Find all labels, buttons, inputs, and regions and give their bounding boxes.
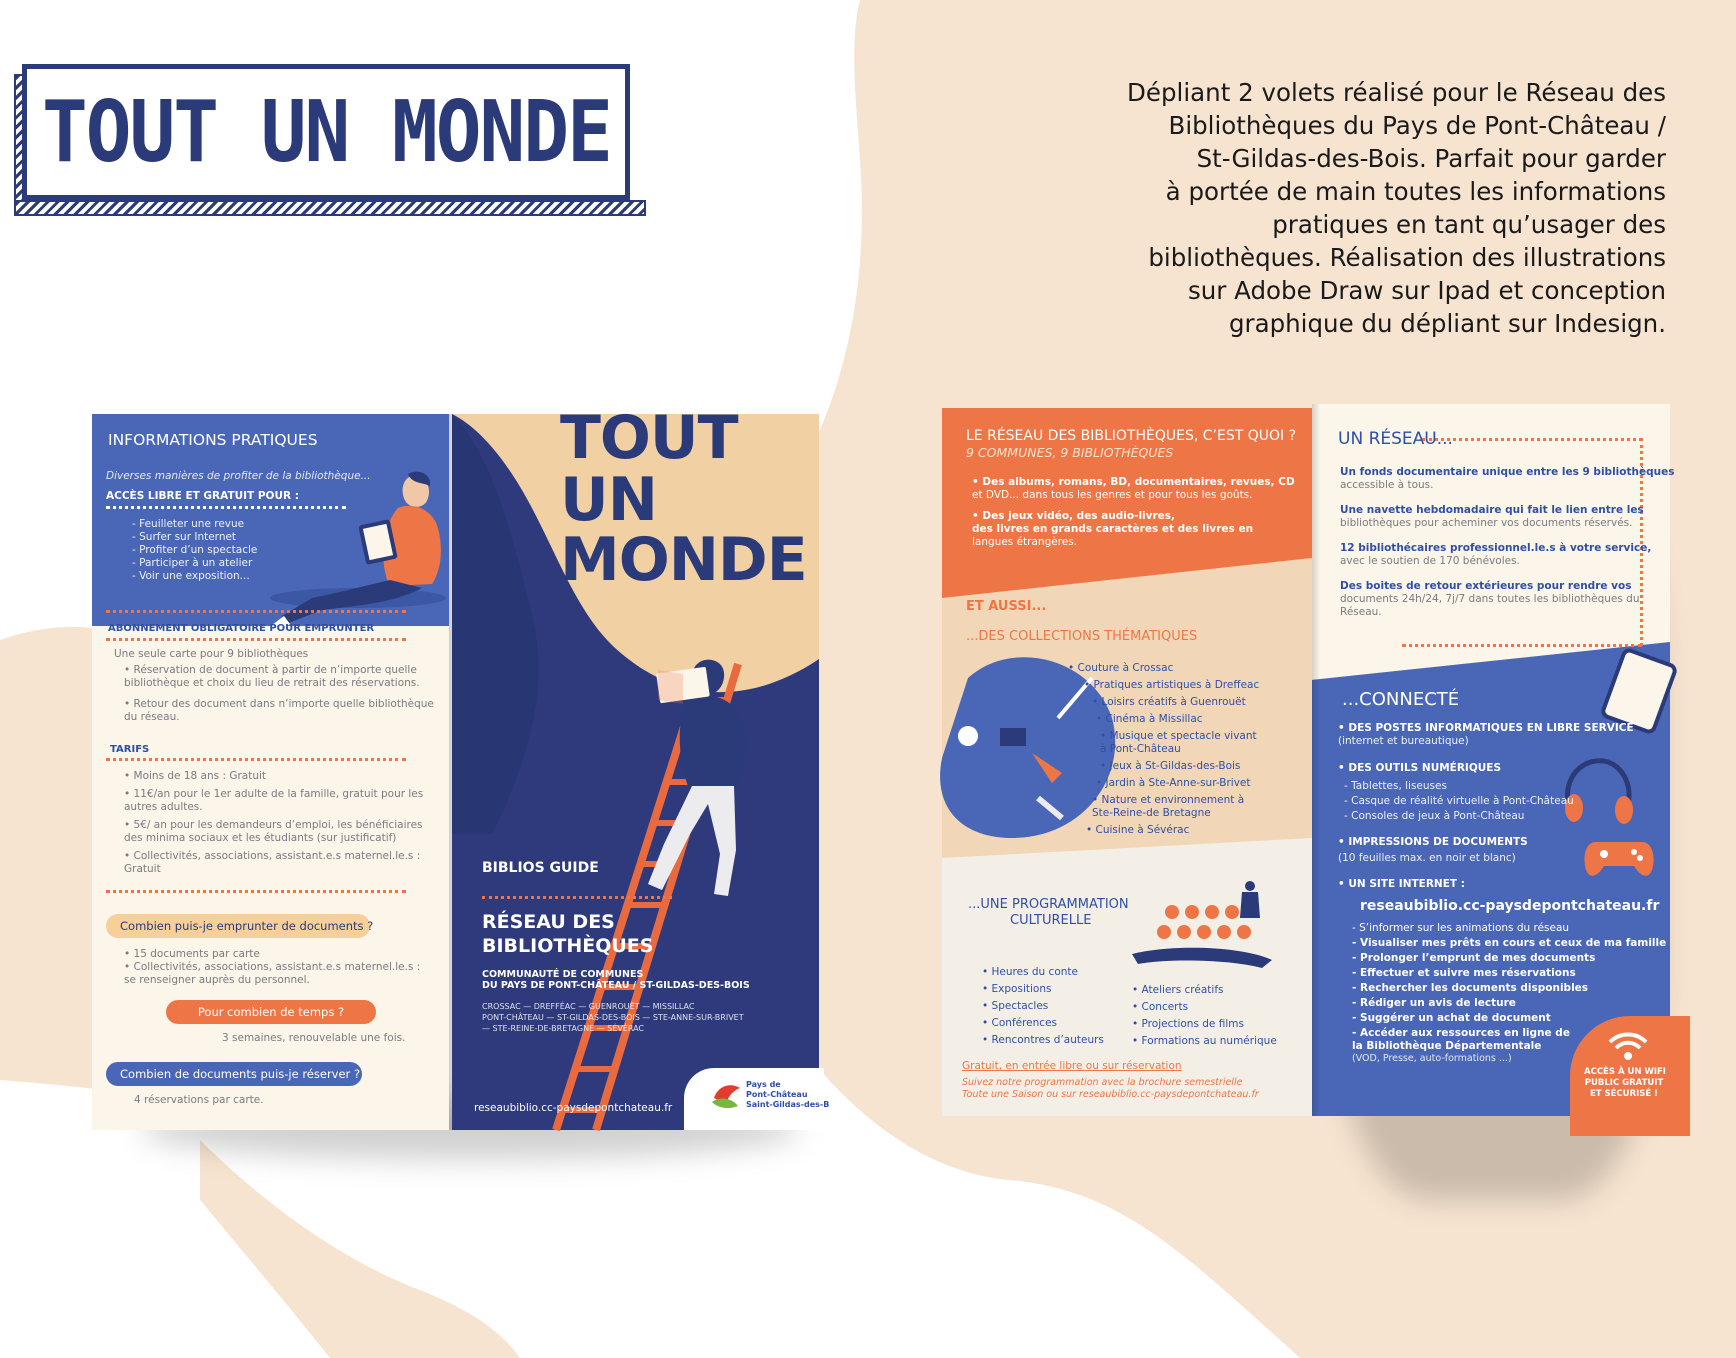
reseau-line: accessible à tous. xyxy=(1340,479,1434,491)
cover-title-line: MONDE xyxy=(560,525,807,595)
site-item: - Effectuer et suivre mes réservations xyxy=(1352,967,1576,979)
right-left-panel xyxy=(942,408,1312,1116)
info-heading: INFORMATIONS PRATIQUES xyxy=(108,431,318,449)
reseau-quoi-line: des livres en grands caractères et des livres en xyxy=(972,523,1254,535)
faq-question-pill: Combien de documents puis-je réserver ? xyxy=(106,1062,362,1086)
connecte-line: (10 feuilles max. en noir et blanc) xyxy=(1338,852,1516,864)
reseau-quoi-line: • Des jeux vidéo, des audio-livres, xyxy=(972,510,1176,522)
faq-question-pill: Pour combien de temps ? xyxy=(166,1000,376,1024)
logo-line: Pont-Château xyxy=(746,1090,808,1099)
abonnement-line: • Retour des document dans n’importe quelle bibliothèque xyxy=(124,698,434,710)
tarif-line: des minima sociaux et les étudiants (sur justificatif) xyxy=(124,832,397,844)
collection-item: • Jardin à Ste-Anne-sur-Brivet xyxy=(1096,777,1251,789)
collection-item: Ste-Reine-de Bretagne xyxy=(1092,807,1211,819)
logo-line: Saint-Gildas-des-B xyxy=(746,1100,830,1109)
divider xyxy=(106,610,406,613)
divider xyxy=(482,896,672,899)
reseau-quoi-subtitle: 9 COMMUNES, 9 BIBLIOTHÈQUES xyxy=(966,445,1174,460)
programmation-item: • Concerts xyxy=(1132,1001,1189,1013)
programmation-title-line: CULTURELLE xyxy=(1010,913,1092,928)
collection-item: • Loisirs créatifs à Guenrouët xyxy=(1092,696,1246,708)
cover-communes-line: — STE-REINE-DE-BRETAGNE — SÉVÉRAC xyxy=(482,1024,644,1033)
project-description xyxy=(1000,76,1666,340)
wifi-line: ACCÈS À UN WIFI xyxy=(1584,1067,1666,1077)
divider xyxy=(106,638,406,641)
cover-communes-line: CROSSAC — DREFFÉAC — GUENROUËT — MISSILLAC xyxy=(482,1002,695,1011)
acces-item: - Participer à un atelier xyxy=(132,557,253,569)
reseau-quoi-line: • Des albums, romans, BD, documentaires, revues, CD xyxy=(972,476,1295,488)
acces-item: - Feuilleter une revue xyxy=(132,518,245,530)
programmation-item: • Expositions xyxy=(982,983,1052,995)
left-cover-panel xyxy=(452,403,830,1130)
cover-communaute-line: COMMUNAUTÉ DE COMMUNES xyxy=(482,969,644,980)
description-line: bibliothèques. Réalisation des illustrations xyxy=(1148,243,1666,272)
connecte-line: • DES OUTILS NUMÉRIQUES xyxy=(1338,762,1502,774)
divider xyxy=(106,506,346,509)
connecte-site: reseaubiblio.cc-paysdepontchateau.fr xyxy=(1360,898,1660,914)
site-item: - Visualiser mes prêts en cours et ceux de ma famille xyxy=(1352,937,1667,949)
reseau-line: Des boites de retour extérieures pour rendre vos xyxy=(1340,580,1632,592)
programmation-item: • Projections de films xyxy=(1132,1018,1244,1030)
divider xyxy=(1422,438,1642,441)
connecte-line: • IMPRESSIONS DE DOCUMENTS xyxy=(1338,836,1528,848)
acces-item: - Profiter d’un spectacle xyxy=(132,544,258,556)
site-item: - S’informer sur les animations du réseau xyxy=(1352,922,1570,934)
description-line: Dépliant 2 volets réalisé pour le Réseau des xyxy=(1127,78,1666,107)
divider xyxy=(1402,644,1642,647)
tarif-line: • 11€/an pour le 1er adulte de la famille, gratuit pour les xyxy=(124,788,424,800)
reseau-line: documents 24h/24, 7j/7 dans toutes les bibliothèques du xyxy=(1340,593,1640,605)
programmation-item: • Formations au numérique xyxy=(1132,1035,1277,1047)
description-line: Bibliothèques du Pays de Pont-Château / xyxy=(1168,111,1666,140)
description-line: à portée de main toutes les informations xyxy=(1165,177,1666,206)
reseau-line: Une navette hebdomadaire qui fait le lien entre les xyxy=(1340,504,1644,516)
cover-title-line: UN xyxy=(560,465,657,535)
acces-title: ACCÈS LIBRE ET GRATUIT POUR : xyxy=(106,490,299,502)
acces-item: - Voir une exposition... xyxy=(132,570,250,582)
description-line: pratiques en tant qu’usager des xyxy=(1272,210,1666,239)
collection-item: • Pratiques artistiques à Dreffeac xyxy=(1084,679,1260,691)
title-box-shadow-bottom xyxy=(14,200,646,216)
info-intro: Diverses manières de profiter de la bibliothèque... xyxy=(106,470,371,482)
collection-item: • Cuisine à Sévérac xyxy=(1086,824,1190,836)
tarif-line: autres adultes. xyxy=(124,801,203,813)
connecte-line: - Tablettes, liseuses xyxy=(1344,780,1447,792)
connecte-line: • UN SITE INTERNET : xyxy=(1338,878,1465,890)
collection-item: • Nature et environnement à xyxy=(1092,794,1245,806)
collections-subtitle: ...DES COLLECTIONS THÉMATIQUES xyxy=(966,629,1198,644)
programmation-item: • Rencontres d’auteurs xyxy=(982,1034,1104,1046)
title-box xyxy=(14,64,648,216)
site-item: - Suggérer un achat de document xyxy=(1352,1012,1551,1024)
site-item: - Prolonger l’emprunt de mes documents xyxy=(1352,952,1596,964)
reseau-line: Réseau. xyxy=(1340,606,1382,618)
collections-title: ET AUSSI... xyxy=(966,599,1047,614)
divider xyxy=(106,758,406,761)
tarifs-title: TARIFS xyxy=(110,744,150,755)
programmation-suivez: Suivez notre programmation avec la brochure semestrielle xyxy=(962,1077,1243,1088)
headphones-icon xyxy=(1558,752,1640,832)
collection-item: • Couture à Crossac xyxy=(1068,662,1174,674)
collection-item: à Pont-Château xyxy=(1100,743,1181,755)
connecte-title: ...CONNECTÉ xyxy=(1342,689,1460,710)
site-item: - Rechercher les documents disponibles xyxy=(1352,982,1589,994)
description-line: St-Gildas-des-Bois. Parfait pour garder xyxy=(1196,144,1666,173)
right-right-panel xyxy=(1312,404,1675,1116)
cover-title-line: TOUT xyxy=(560,403,738,473)
site-item: - Accéder aux ressources en ligne de xyxy=(1352,1027,1570,1039)
description-line: sur Adobe Draw sur Ipad et conception xyxy=(1188,276,1666,305)
programmation-title-line: ...UNE PROGRAMMATION xyxy=(968,897,1129,912)
faq-answer: • 15 documents par carte xyxy=(124,948,260,960)
cover-reseau-line: RÉSEAU DES xyxy=(482,911,615,933)
tablet-icon xyxy=(1602,650,1674,730)
faq-answer: • Collectivités, associations, assistant.e.s maternel.le.s : xyxy=(124,961,421,973)
logo-line: Pays de xyxy=(746,1080,781,1089)
collection-item: • Cinéma à Missillac xyxy=(1096,713,1203,725)
acces-item: - Surfer sur Internet xyxy=(132,531,237,543)
left-inside-panel xyxy=(92,414,449,1130)
programmation-item: • Spectacles xyxy=(982,1000,1049,1012)
reseau-quoi-line: langues étrangères. xyxy=(972,536,1078,548)
reseau-quoi-title: LE RÉSEAU DES BIBLIOTHÈQUES, C’EST QUOI ? xyxy=(966,428,1297,444)
tarif-line: Gratuit xyxy=(124,863,161,875)
description-line: graphique du dépliant sur Indesign. xyxy=(1228,309,1666,338)
connecte-line: (internet et bureautique) xyxy=(1338,735,1469,747)
wifi-icon xyxy=(1606,1030,1650,1062)
site-item: la Bibliothèque Départementale xyxy=(1352,1040,1542,1052)
page-title: TOUT UN MONDE xyxy=(42,81,611,182)
connecte-line: - Consoles de jeux à Pont-Château xyxy=(1344,810,1525,822)
divider xyxy=(106,890,406,893)
abonnement-line: bibliothèque et choix du lieu de retrait des réservations. xyxy=(124,677,420,689)
reseau-line: 12 bibliothécaires professionnel.le.s à votre service, xyxy=(1340,542,1652,554)
gamepad-icon xyxy=(1582,836,1656,880)
tarif-line: • Moins de 18 ans : Gratuit xyxy=(124,770,267,782)
collection-item: • Musique et spectacle vivant xyxy=(1100,730,1257,742)
reseau-title: UN RÉSEAU... xyxy=(1338,429,1453,449)
connecte-line: • DES POSTES INFORMATIQUES EN LIBRE SERVICE xyxy=(1338,722,1634,734)
faq-answer: 3 semaines, renouvelable une fois. xyxy=(222,1032,406,1044)
abonnement-line: • Réservation de document à partir de n’importe quelle xyxy=(124,664,417,676)
faq-question-pill: Combien puis-je emprunter de documents ? xyxy=(106,914,370,938)
cover-guide-label: BIBLIOS GUIDE xyxy=(482,860,599,876)
abonnement-line: Une seule carte pour 9 bibliothèques xyxy=(114,648,309,660)
cover-url: reseaubiblio.cc-paysdepontchateau.fr xyxy=(474,1102,673,1114)
site-item: - Rédiger un avis de lecture xyxy=(1352,997,1516,1009)
abonnement-line: du réseau. xyxy=(124,711,180,723)
programmation-item: • Heures du conte xyxy=(982,966,1078,978)
cover-reseau-line: BIBLIOTHÈQUES xyxy=(482,935,654,957)
abonnement-title: ABONNEMENT OBLIGATOIRE POUR EMPRUNTER xyxy=(108,623,375,634)
faq-answer: 4 réservations par carte. xyxy=(134,1094,264,1106)
programmation-gratuit: Gratuit, en entrée libre ou sur réservation xyxy=(962,1060,1182,1072)
site-item: (VOD, Presse, auto-formations ...) xyxy=(1352,1053,1512,1064)
tarif-line: • 5€/ an pour les demandeurs d’emploi, les bénéficiaires xyxy=(124,819,423,831)
reseau-line: Un fonds documentaire unique entre les 9 bibliothèques xyxy=(1340,466,1675,478)
reseau-line: bibliothèques pour acheminer vos documents réservés. xyxy=(1340,517,1633,529)
pays-logo-icon xyxy=(710,1078,744,1112)
cover-communes-line: PONT-CHÂTEAU — ST-GILDAS-DES-BOIS — STE-ANNE-SUR-BRIVET xyxy=(482,1013,744,1022)
right-brochure-fold xyxy=(1312,404,1320,1116)
cover-communaute-line: DU PAYS DE PONT-CHÂTEAU / ST-GILDAS-DES-BOIS xyxy=(482,980,750,991)
collection-item: • Jeux à St-Gildas-des-Bois xyxy=(1100,760,1241,772)
reseau-quoi-line: et DVD... dans tous les genres et pour tous les goûts. xyxy=(972,489,1253,501)
tarif-line: • Collectivités, associations, assistant.e.s maternel.le.s : xyxy=(124,850,421,862)
faq-answer: se renseigner auprès du personnel. xyxy=(124,974,310,986)
reseau-line: avec le soutien de 170 bénévoles. xyxy=(1340,555,1520,567)
wifi-line: ET SÉCURISÉ ! xyxy=(1589,1089,1659,1099)
connecte-line: - Casque de réalité virtuelle à Pont-Château xyxy=(1344,795,1574,807)
wifi-line: PUBLIC GRATUIT xyxy=(1584,1078,1664,1088)
programmation-suivez: Toute une Saison ou sur reseaubiblio.cc-paysdepontchateau.fr xyxy=(962,1089,1259,1100)
programmation-item: • Ateliers créatifs xyxy=(1132,984,1224,996)
programmation-item: • Conférences xyxy=(982,1017,1058,1029)
